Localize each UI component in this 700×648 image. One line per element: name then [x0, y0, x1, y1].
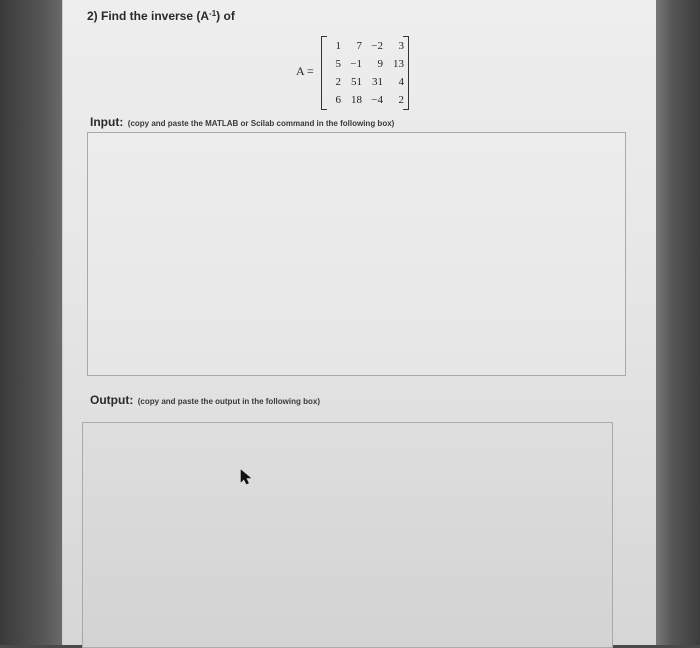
output-section-label [90, 391, 320, 409]
matrix-cell: 6 [335, 94, 341, 106]
matrix-cell: 4 [398, 76, 404, 88]
matrix-cell: 7 [356, 40, 362, 52]
matrix-row [323, 55, 407, 73]
matrix-cell: −1 [350, 58, 362, 70]
mouse-pointer-icon [240, 469, 252, 485]
input-textbox[interactable] [87, 132, 626, 376]
matrix-label: A = [296, 64, 314, 78]
question-superscript: -1 [209, 9, 217, 18]
question-prefix: 2) Find the inverse (A [87, 9, 210, 23]
matrix-cell: 1 [335, 40, 341, 52]
background-right [655, 0, 700, 645]
output-label: Output: [90, 393, 134, 407]
background-left [0, 0, 62, 645]
input-section-label [90, 113, 394, 131]
matrix-cell: 9 [377, 58, 383, 70]
worksheet-page [62, 0, 656, 645]
matrix-a [296, 34, 426, 112]
matrix-cell: −4 [371, 94, 383, 106]
matrix-cell: 3 [398, 40, 404, 52]
matrix-row [323, 37, 407, 55]
question-suffix: ) of [216, 9, 235, 23]
question-title [87, 9, 235, 23]
matrix-cell: 2 [398, 94, 404, 106]
input-hint: (copy and paste the MATLAB or Scilab command in the following box) [127, 119, 395, 128]
matrix-cell: −2 [371, 40, 383, 52]
matrix-grid [323, 37, 407, 109]
output-hint: (copy and paste the output in the following box) [137, 397, 320, 406]
matrix-cell: 18 [351, 94, 362, 106]
matrix-cell: 2 [335, 76, 341, 88]
matrix-row [323, 73, 407, 91]
matrix-cell: 13 [393, 58, 404, 70]
output-textbox[interactable] [82, 422, 613, 648]
matrix-cell: 31 [372, 76, 383, 88]
matrix-cell: 51 [351, 76, 362, 88]
input-label: Input: [90, 115, 124, 129]
matrix-row [323, 91, 407, 109]
matrix-cell: 5 [335, 58, 341, 70]
